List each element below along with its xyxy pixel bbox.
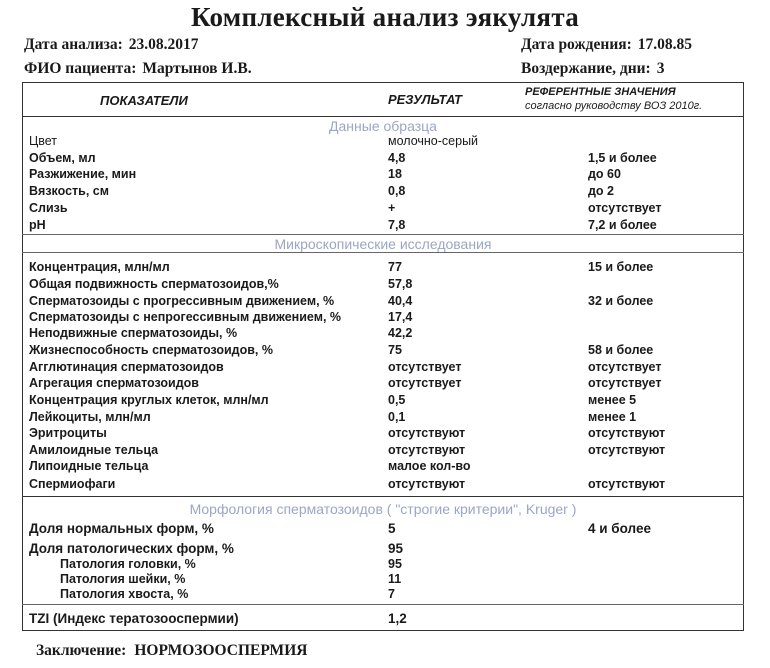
result-value: 11 <box>388 572 402 586</box>
reference-value: менее 5 <box>588 393 637 407</box>
reference-header-line2: согласно руководству ВОЗ 2010г. <box>525 100 703 112</box>
indicator-name: Объем, мл <box>29 151 96 165</box>
indicator-name: Сперматозоиды с непрогессивным движением, % <box>29 310 342 324</box>
indicator-name: Сперматозоиды с прогрессивным движением, % <box>29 294 335 308</box>
table-row <box>22 393 744 409</box>
table-row <box>22 218 744 234</box>
result-value: 4,8 <box>388 151 406 165</box>
indicator-name: Спермиофаги <box>29 477 116 491</box>
table-row <box>22 343 744 359</box>
indicator-name: Слизь <box>29 201 68 215</box>
table-row <box>22 541 744 557</box>
reference-header-line1: РЕФЕРЕНТНЫЕ ЗНАЧЕНИЯ <box>525 86 676 98</box>
indicator-name: Агрегация сперматозоидов <box>29 376 199 390</box>
divider <box>22 496 744 497</box>
section-sample: Данные образца <box>329 118 437 134</box>
indicator-name: Жизнеспособность сперматозоидов, % <box>29 343 273 357</box>
indicator-name: Разжижение, мин <box>29 167 137 181</box>
patient-label: ФИО пациента: <box>24 60 137 77</box>
table-row <box>22 167 744 183</box>
result-value: отсутствует <box>388 360 462 374</box>
reference-value: до 60 <box>588 167 621 181</box>
conclusion-label: Заключение: <box>36 642 127 659</box>
reference-value: 58 и более <box>588 343 654 357</box>
indicator-name: pH <box>29 218 46 232</box>
result-value: 77 <box>388 260 402 274</box>
reference-value: отсутствуют <box>588 443 666 457</box>
column-header-result: РЕЗУЛЬТАТ <box>388 92 462 107</box>
analysis-date-label: Дата анализа: <box>24 36 123 53</box>
indicator-name: Липоидные тельца <box>29 459 149 473</box>
result-value: 0,1 <box>388 410 406 424</box>
reference-value: отсутствует <box>588 360 662 374</box>
reference-value: 4 и более <box>588 521 651 536</box>
indicator-name: Патология хвоста, % <box>60 587 189 601</box>
reference-value: 7,2 и более <box>588 218 657 232</box>
indicator-name: Цвет <box>29 134 58 148</box>
table-row <box>22 310 744 326</box>
divider <box>22 604 744 605</box>
indicator-name: TZI (Индекс тератозооспермии) <box>29 611 239 626</box>
indicator-name: Доля нормальных форм, % <box>29 521 214 536</box>
result-value: отсутствуют <box>388 477 466 491</box>
indicator-name: Вязкость, см <box>29 184 109 198</box>
section-morphology: Морфология сперматозоидов ( "строгие критерии", Kruger ) <box>189 501 577 517</box>
birth-date-label: Дата рождения: <box>521 36 632 53</box>
indicator-name: Патология шейки, % <box>60 572 186 586</box>
table-row <box>22 294 744 310</box>
tzi-row <box>22 611 744 627</box>
result-value: 40,4 <box>388 294 413 308</box>
page-title: Комплексный анализ эякулята <box>190 2 580 32</box>
table-row <box>22 151 744 167</box>
result-value: 5 <box>388 521 396 536</box>
result-value: + <box>388 201 396 215</box>
result-value: 0,5 <box>388 393 406 407</box>
reference-value: до 2 <box>588 184 614 198</box>
birth-date <box>521 36 692 54</box>
result-value: 95 <box>388 541 404 556</box>
indicator-name: Лейкоциты, млн/мл <box>29 410 151 424</box>
table-row <box>22 184 744 200</box>
table-row <box>22 277 744 293</box>
result-value: отсутствуют <box>388 426 466 440</box>
divider <box>22 116 744 117</box>
indicator-name: Эритроциты <box>29 426 107 440</box>
reference-value: 32 и более <box>588 294 654 308</box>
reference-value: отсутствует <box>588 376 662 390</box>
reference-value: менее 1 <box>588 410 637 424</box>
result-value: 7 <box>388 587 395 601</box>
indicator-name: Доля патологических форм, % <box>29 541 234 556</box>
divider <box>22 252 744 253</box>
patient-name <box>24 60 252 78</box>
conclusion-value: НОРМОЗООСПЕРМИЯ <box>134 642 308 659</box>
table-row <box>22 443 744 459</box>
abstinence-days <box>521 60 664 78</box>
indicator-name: Концентрация круглых клеток, млн/мл <box>29 393 269 407</box>
analysis-date <box>24 36 199 54</box>
result-value: 7,8 <box>388 218 406 232</box>
reference-value: отсутствуют <box>588 477 666 491</box>
section-microscopy: Микроскопические исследования <box>274 236 492 252</box>
column-header-indicators: ПОКАЗАТЕЛИ <box>100 93 188 108</box>
result-value: 95 <box>388 557 402 571</box>
table-row <box>22 376 744 392</box>
result-value: 18 <box>388 167 402 181</box>
table-row <box>22 426 744 442</box>
indicator-name: Концентрация, млн/мл <box>29 260 170 274</box>
indicator-name: Неподвижные сперматозоиды, % <box>29 326 238 340</box>
abstinence-label: Воздержание, дни: <box>521 60 651 77</box>
reference-value: 15 и более <box>588 260 654 274</box>
table-row <box>22 326 744 342</box>
table-row <box>22 587 744 603</box>
result-value: молочно-серый <box>388 134 479 148</box>
result-value: 1,2 <box>388 611 407 626</box>
reference-value: 1,5 и более <box>588 151 657 165</box>
result-value: 42,2 <box>388 326 413 340</box>
table-row <box>22 459 744 475</box>
result-value: отсутствуют <box>388 443 466 457</box>
result-value: отсутствует <box>388 376 462 390</box>
conclusion <box>36 642 307 660</box>
column-header-reference <box>525 85 702 113</box>
result-value: 0,8 <box>388 184 406 198</box>
table-row <box>22 360 744 376</box>
indicator-name: Общая подвижность сперматозоидов,% <box>29 277 279 291</box>
divider <box>22 234 744 235</box>
table-row <box>22 201 744 217</box>
patient-value: Мартынов И.В. <box>142 60 252 77</box>
result-value: 75 <box>388 343 402 357</box>
abstinence-value: 3 <box>656 60 665 77</box>
indicator-name: Патология головки, % <box>60 557 196 571</box>
result-value: 57,8 <box>388 277 413 291</box>
indicator-name: Агглютинация сперматозоидов <box>29 360 224 374</box>
table-row <box>22 477 744 493</box>
table-row <box>22 260 744 276</box>
table-row <box>22 572 744 588</box>
reference-value: отсутствуют <box>588 426 666 440</box>
analysis-date-value: 23.08.2017 <box>128 36 199 53</box>
reference-value: отсутствует <box>588 201 662 215</box>
table-row <box>22 521 744 537</box>
table-row <box>22 410 744 426</box>
birth-date-value: 17.08.85 <box>637 36 693 53</box>
result-value: малое кол-во <box>388 459 471 473</box>
result-value: 17,4 <box>388 310 413 324</box>
table-row <box>22 557 744 573</box>
table-row <box>22 134 744 150</box>
indicator-name: Амилоидные тельца <box>29 443 159 457</box>
